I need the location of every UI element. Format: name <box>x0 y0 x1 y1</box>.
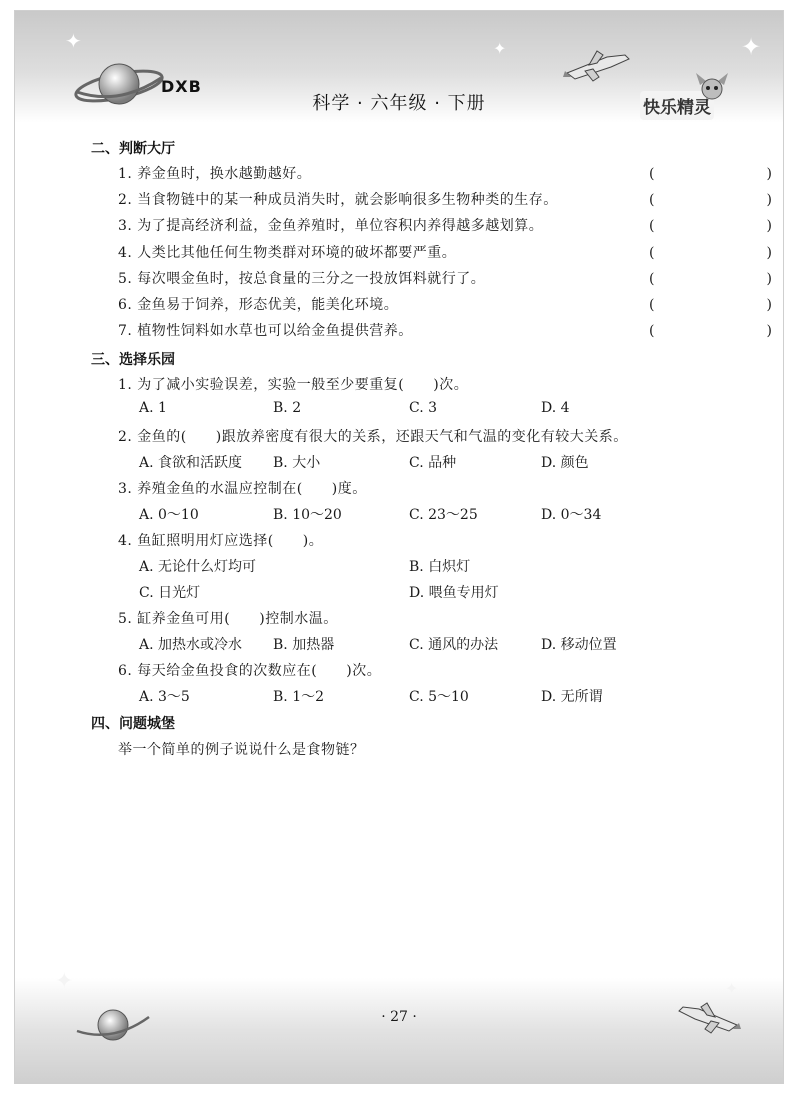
choice-option[interactable]: B. 10～20 <box>273 507 342 523</box>
star-icon: ✦ <box>65 29 82 53</box>
answer-blank[interactable]: ( ) <box>649 192 800 208</box>
answer-blank[interactable]: ( ) <box>649 271 800 287</box>
choice-option[interactable]: B. 2 <box>273 400 302 416</box>
workbook-page <box>14 10 800 1084</box>
choice-option[interactable]: D. 颜色 <box>541 455 589 471</box>
brand-text: 快乐精灵 <box>640 91 714 120</box>
brand-logo <box>640 71 752 119</box>
choice-option[interactable]: A. 无论什么灯均可 <box>139 559 257 575</box>
star-icon: ✦ <box>725 979 739 998</box>
judge-item: 5. 每次喂金鱼时，按总食量的三分之一投放饵料就行了。 <box>118 271 486 287</box>
choice-option[interactable]: C. 23～25 <box>409 507 478 523</box>
choice-option[interactable]: D. 0～34 <box>541 507 602 523</box>
star-icon: ✦ <box>493 39 507 58</box>
space-shuttle-icon <box>677 999 741 1035</box>
choice-question: 4. 鱼缸照明用灯应选择( )。 <box>118 533 324 549</box>
choice-option[interactable]: C. 3 <box>409 400 438 416</box>
answer-blank[interactable]: ( ) <box>649 166 800 182</box>
judge-item: 7. 植物性饲料如水草也可以给金鱼提供营养。 <box>118 323 413 339</box>
choice-question: 2. 金鱼的( )跟放养密度有很大的关系，还跟天气和气温的变化有较大关系。 <box>118 429 628 445</box>
choice-option[interactable]: A. 食欲和活跃度 <box>139 455 243 471</box>
section-title-judge: 二、判断大厅 <box>91 141 175 157</box>
star-icon: ✦ <box>741 33 762 61</box>
choice-option[interactable]: B. 1～2 <box>273 689 325 705</box>
answer-blank[interactable]: ( ) <box>649 245 800 261</box>
answer-blank[interactable]: ( ) <box>649 297 800 313</box>
header-logo: DXB <box>161 77 202 96</box>
choice-option[interactable]: C. 通风的办法 <box>409 637 499 653</box>
judge-item: 2. 当食物链中的某一种成员消失时，就会影响很多生物种类的生存。 <box>118 192 558 208</box>
page-number: · 27 · <box>381 1009 417 1025</box>
choice-question: 5. 缸养金鱼可用( )控制水温。 <box>118 611 338 627</box>
section-title-question: 四、问题城堡 <box>91 716 175 732</box>
choice-option[interactable]: D. 4 <box>541 400 570 416</box>
choice-option[interactable]: B. 白炽灯 <box>409 559 471 575</box>
choice-option[interactable]: D. 无所谓 <box>541 689 603 705</box>
choice-option[interactable]: D. 喂鱼专用灯 <box>409 585 499 601</box>
judge-item: 3. 为了提高经济利益，金鱼养殖时，单位容积内养得越多越划算。 <box>118 218 544 234</box>
choice-question: 3. 养殖金鱼的水温应控制在( )度。 <box>118 481 367 497</box>
choice-option[interactable]: A. 3～5 <box>139 689 190 705</box>
choice-option[interactable]: C. 品种 <box>409 455 457 471</box>
section-title-choice: 三、选择乐园 <box>91 352 175 368</box>
choice-option[interactable]: A. 0～10 <box>139 507 199 523</box>
judge-item: 6. 金鱼易于饲养，形态优美，能美化环境。 <box>118 297 399 313</box>
judge-item: 4. 人类比其他任何生物类群对环境的破坏都要严重。 <box>118 245 457 261</box>
choice-question: 6. 每天给金鱼投食的次数应在( )次。 <box>118 663 382 679</box>
open-question: 举一个简单的例子说说什么是食物链？ <box>118 742 365 758</box>
choice-option[interactable]: C. 5～10 <box>409 689 469 705</box>
choice-option[interactable]: A. 加热水或冷水 <box>139 637 243 653</box>
choice-option[interactable]: A. 1 <box>139 400 167 416</box>
answer-blank[interactable]: ( ) <box>649 323 800 339</box>
judge-item: 1. 养金鱼时，换水越勤越好。 <box>118 166 312 182</box>
choice-option[interactable]: C. 日光灯 <box>139 585 201 601</box>
choice-option[interactable]: D. 移动位置 <box>541 637 617 653</box>
answer-blank[interactable]: ( ) <box>649 218 800 234</box>
choice-option[interactable]: B. 大小 <box>273 455 321 471</box>
space-shuttle-icon <box>563 47 633 83</box>
mascot-icon <box>692 71 732 101</box>
star-icon: ✦ <box>55 969 74 994</box>
choice-question: 1. 为了减小实验误差，实验一般至少要重复( )次。 <box>118 377 469 393</box>
page-header-title: 科学 · 六年级 · 下册 <box>312 93 486 114</box>
choice-option[interactable]: B. 加热器 <box>273 637 335 653</box>
